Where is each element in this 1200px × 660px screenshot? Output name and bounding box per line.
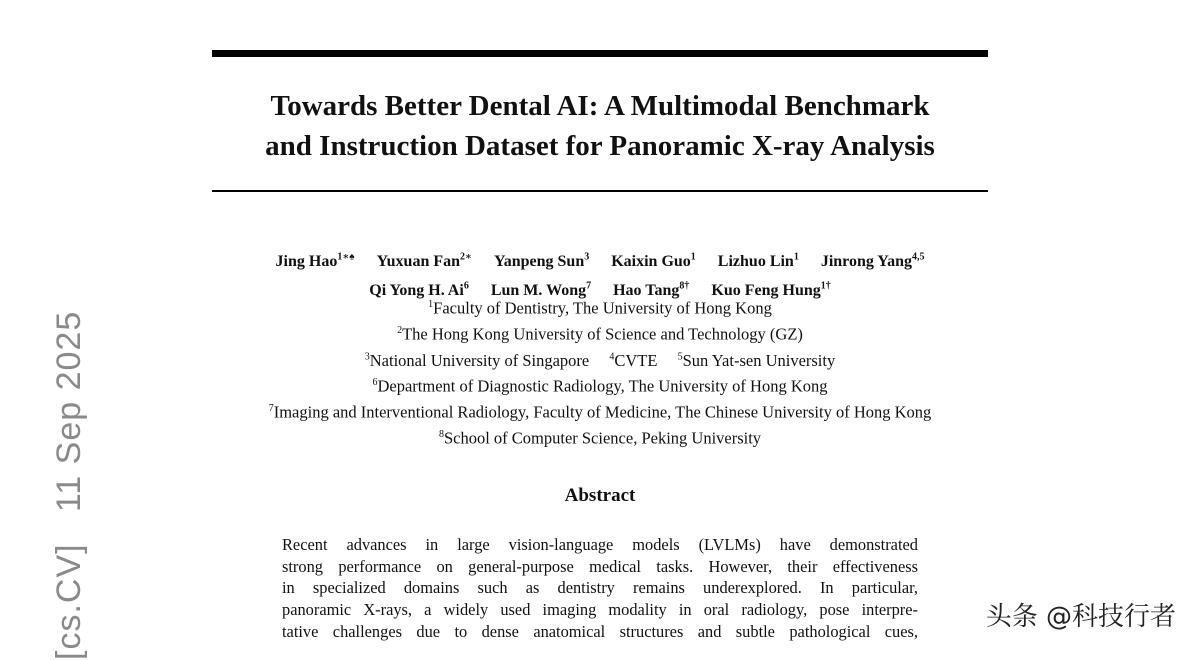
abstract-line: tative challenges due to dense anatomical structures and subtle pathological cues, xyxy=(282,621,918,641)
abstract-line: Recent advances in large vision-language models (LVLMs) have demonstrated xyxy=(282,535,918,554)
author: Lun M. Wong$^7$ xyxy=(490,280,592,299)
affiliation: $^2$The Hong Kong University of Science and Technology (GZ) xyxy=(397,324,803,344)
author-line xyxy=(150,246,1050,274)
arxiv-side-stamp: [cs.CV] 11 Sep 2025 xyxy=(50,310,88,660)
author: Lizhuo Lin$^1$ xyxy=(717,252,799,271)
author: Jing Hao$^{1∗♠}$ xyxy=(275,252,355,271)
abstract-line: in specialized domains such as dentistry remains underexplored. In particular, xyxy=(282,578,918,598)
author: Yuxuan Fan$^{2∗}$ xyxy=(376,252,472,271)
affiliation-line xyxy=(150,346,1050,372)
affiliation: $^7$Imaging and Interventional Radiology, Faculty of Medicine, The Chinese University of Hong Kong xyxy=(268,402,932,422)
author: Kaixin Guo$^1$ xyxy=(611,252,696,271)
author: Yanpeng Sun$^3$ xyxy=(493,252,590,271)
paper-title xyxy=(150,86,1050,166)
affiliation: $^5$Sun Yat-sen University xyxy=(677,350,836,370)
title-top-rule xyxy=(212,50,988,57)
author: Jinrong Yang$^{4,5}$ xyxy=(820,252,925,271)
title-bottom-rule xyxy=(212,190,988,192)
affiliation: $^4$CVTE xyxy=(609,350,658,370)
affiliation: $^3$National University of Singapore xyxy=(364,350,590,370)
title-line: Towards Better Dental AI: A Multimodal Benchmark xyxy=(270,90,930,122)
affiliation: $^8$School of Computer Science, Peking University xyxy=(438,428,762,448)
source-watermark: 头条 @科技行者 xyxy=(980,594,1182,635)
affiliation-list xyxy=(150,294,1050,451)
abstract-heading: Abstract xyxy=(564,485,636,506)
abstract-body xyxy=(282,534,918,643)
abstract-line: strong performance on general-purpose medical tasks. However, their effectiveness xyxy=(282,556,918,576)
author: Kuo Feng Hung$^{1\dagger}$ xyxy=(711,280,831,299)
affiliation: $^1$Faculty of Dentistry, The University of Hong Kong xyxy=(428,298,772,318)
author: Qi Yong H. Ai$^6$ xyxy=(369,280,469,299)
author: Hao Tang$^{8\dagger}$ xyxy=(613,280,690,299)
title-line: and Instruction Dataset for Panoramic X-ray Analysis xyxy=(265,130,935,162)
abstract-line: panoramic X-rays, a widely used imaging modality in oral radiology, pose interpre- xyxy=(282,600,918,620)
affiliation: $^6$Department of Diagnostic Radiology, The University of Hong Kong xyxy=(372,376,828,396)
